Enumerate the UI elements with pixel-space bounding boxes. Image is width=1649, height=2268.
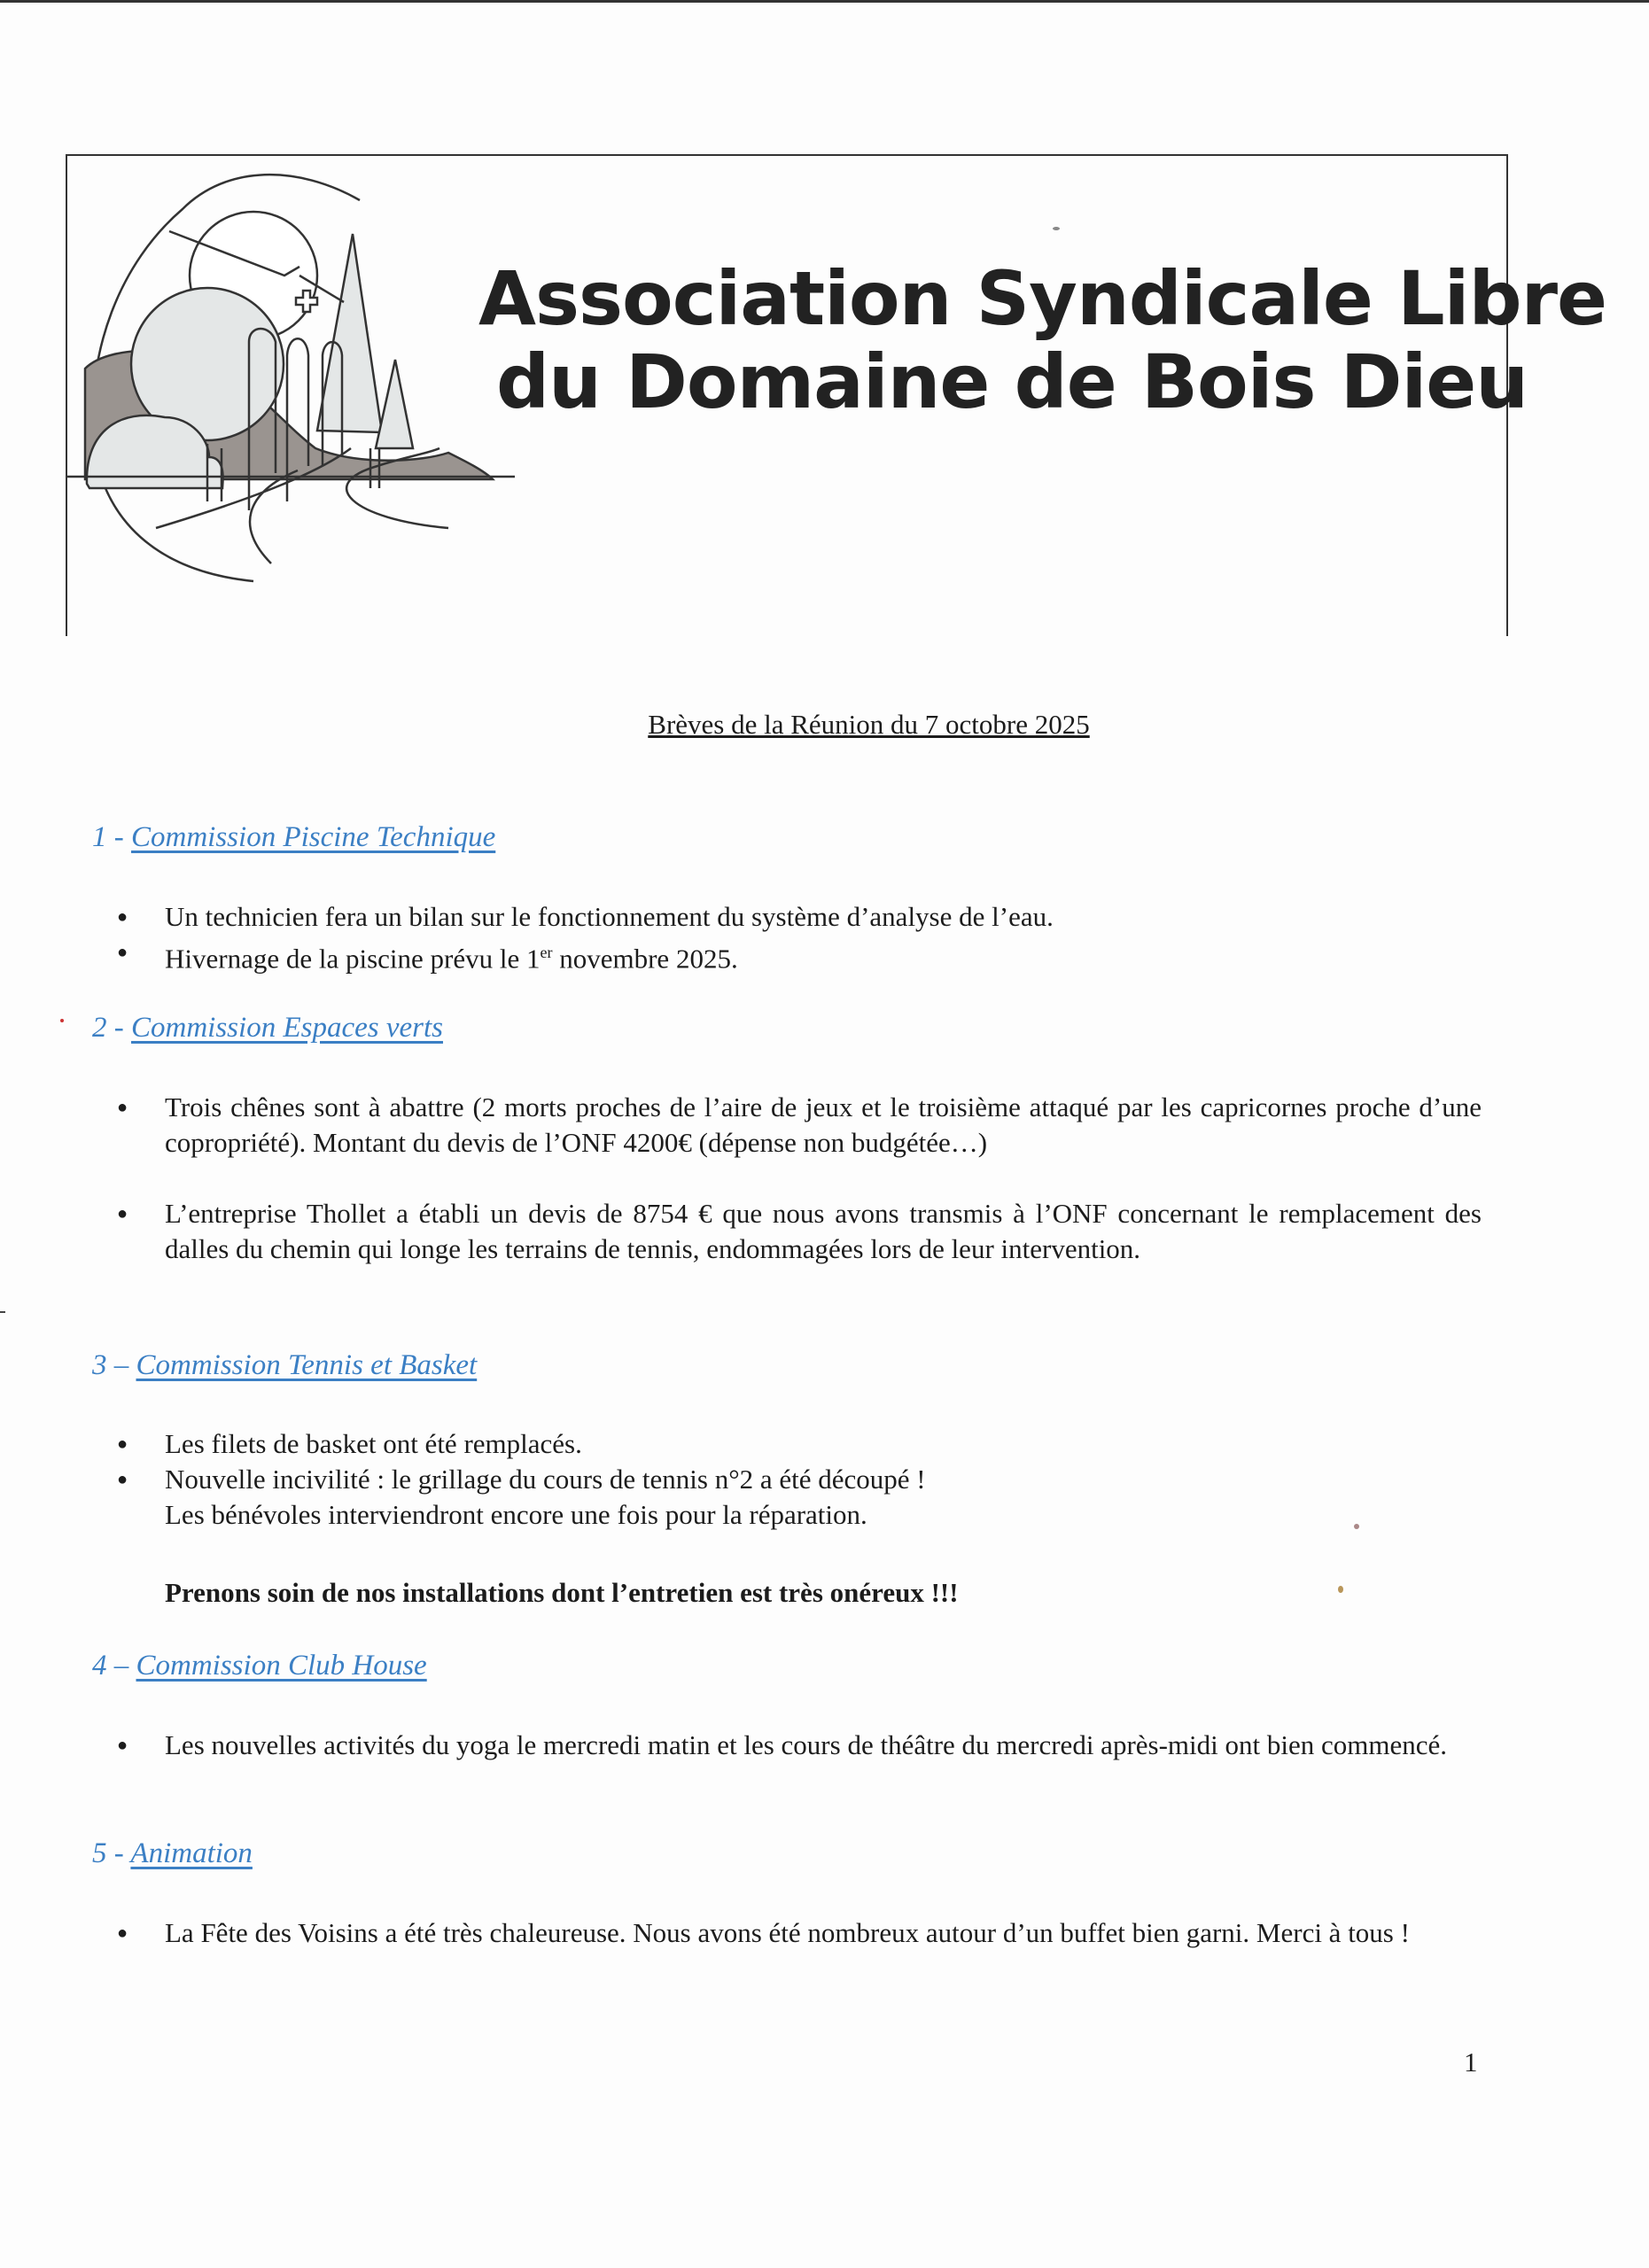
organization-title: [478, 257, 1606, 423]
section-2-list: [117, 1090, 1482, 1267]
list-item: ● Nouvelle incivilité : le grillage du cours de tennis n°2 a été découpé !: [117, 1462, 1482, 1497]
scan-mark: [0, 1311, 5, 1313]
page-number: 1: [1464, 2047, 1478, 2078]
section-number: 3 –: [92, 1349, 129, 1381]
section-heading-2: [92, 1012, 443, 1045]
list-item: ● L’entreprise Thollet a établi un devis de 8754 € que nous avons transmis à l’ONF concernant le remplacement des dalles du chemin qui longe les terrains de tennis, endommagées lors de leur intervention.: [117, 1196, 1482, 1267]
emphasis-note: Prenons soin de nos installations dont l’entretien est très onéreux !!!: [165, 1577, 959, 1608]
section-number: 1 -: [92, 821, 124, 853]
section-title: Commission Tennis et Basket: [136, 1349, 478, 1381]
list-item: ● Un technicien fera un bilan sur le fonctionnement du système d’analyse de l’eau.: [117, 899, 1482, 935]
section-5-list: [117, 1915, 1482, 1951]
scan-speck: [1354, 1524, 1359, 1529]
superscript: er: [540, 944, 553, 961]
scan-speck: [1338, 1586, 1343, 1593]
scan-speck: [60, 1019, 64, 1022]
section-1-list: [117, 899, 1482, 976]
section-3-list: [117, 1426, 1482, 1533]
section-4-list: [117, 1728, 1482, 1763]
list-item: ● Trois chênes sont à abattre (2 morts proches de l’aire de jeux et le troisième attaqué par les capricornes proche d’une copropriété). Montant du devis de l’ONF 4200€ (dépense non budgétée…): [117, 1090, 1482, 1161]
list-item: ● Hivernage de la piscine prévu le 1er novembre 2025.: [117, 935, 1482, 976]
section-number: 4 –: [92, 1650, 129, 1682]
section-heading-1: [92, 821, 495, 854]
logo-road-inner: [250, 470, 298, 563]
section-title: Commission Piscine Technique: [131, 821, 496, 853]
section-heading-5: [92, 1837, 253, 1870]
section-heading-4: [92, 1650, 427, 1682]
section-heading-3: [92, 1349, 477, 1382]
logo-pine-large: [317, 234, 382, 432]
org-title-line1: Association Syndicale Libre: [478, 255, 1606, 342]
scan-speck: [1053, 227, 1060, 230]
section-number: 2 -: [92, 1012, 124, 1044]
list-item: ● Les filets de basket ont été remplacés.: [117, 1426, 1482, 1462]
document-title: Brèves de la Réunion du 7 octobre 2025: [648, 709, 1090, 740]
section-title: Commission Espaces verts: [131, 1012, 443, 1044]
list-item: ● La Fête des Voisins a été très chaleureuse. Nous avons été nombreux autour d’un buffet bien garni. Merci à tous !: [117, 1915, 1482, 1951]
org-title-line2: du Domaine de Bois Dieu: [496, 338, 1528, 425]
logo-pine-small: [376, 360, 413, 448]
scan-border-top: [0, 0, 1649, 3]
section-title: Animation: [130, 1837, 253, 1869]
section-title: Commission Club House: [136, 1650, 427, 1682]
section-number: 5 -: [92, 1837, 124, 1869]
list-item: ● Les nouvelles activités du yoga le mercredi matin et les cours de théâtre du mercredi après-midi ont bien commencé.: [117, 1728, 1482, 1763]
list-item-continuation: Les bénévoles interviendront encore une fois pour la réparation.: [165, 1499, 867, 1530]
